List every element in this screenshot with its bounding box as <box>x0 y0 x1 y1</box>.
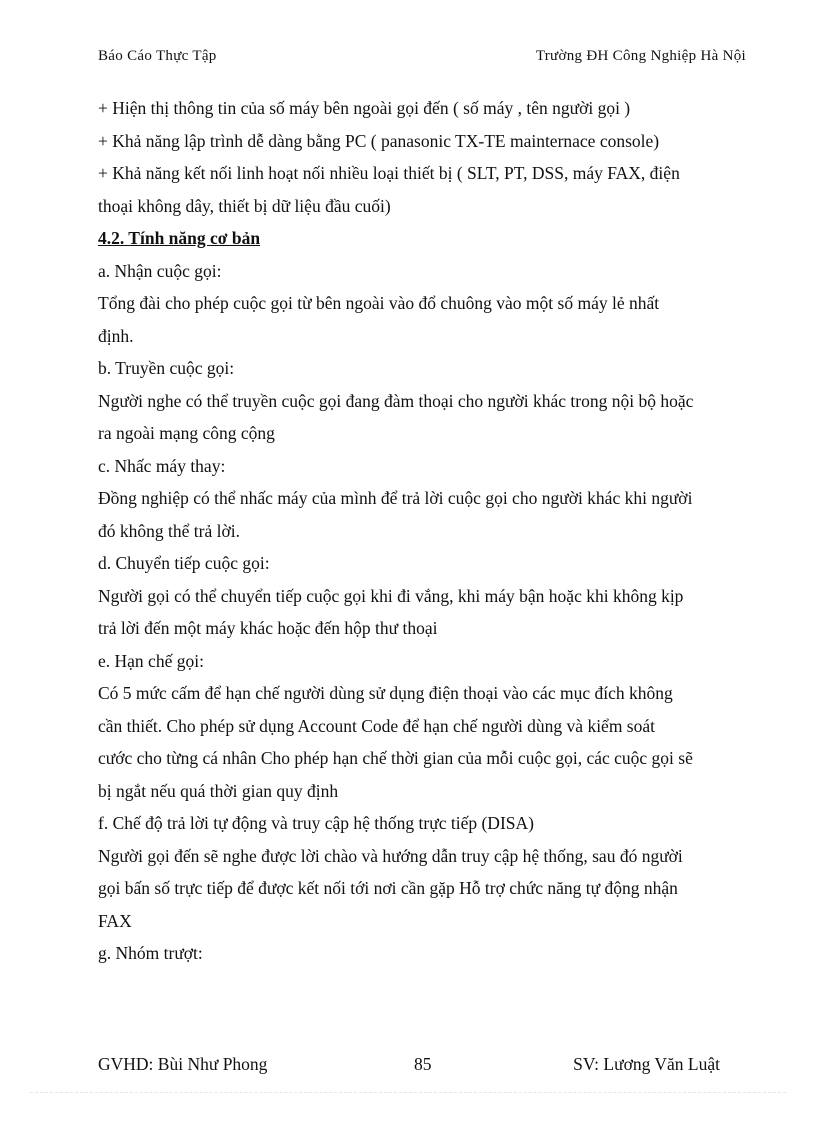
paragraph-line: bị ngắt nếu quá thời gian quy định <box>98 780 339 801</box>
subsection-heading: g. Nhóm trượt: <box>98 943 203 963</box>
paragraph-line: đó không thể trả lời. <box>98 520 240 541</box>
page-header <box>98 48 746 65</box>
subsection-heading: e. Hạn chế gọi: <box>98 650 204 671</box>
section-heading: 4.2. Tính năng cơ bản <box>98 228 261 248</box>
paragraph-line: định. <box>98 325 134 346</box>
paragraph-line: Đồng nghiệp có thể nhấc máy của mình để trả lời cuộc gọi cho người khác khi người <box>98 488 693 508</box>
paragraph-line: cước cho từng cá nhân Cho phép hạn chế thời gian của mỗi cuộc gọi, các cuộc gọi sẽ <box>98 748 693 768</box>
paragraph-line: Người gọi đến sẽ nghe được lời chào và hướng dẫn truy cập hệ thống, sau đó người <box>98 845 683 866</box>
header-right: Trường ĐH Công Nghiệp Hà Nội <box>535 48 746 64</box>
page-content <box>98 92 754 970</box>
paragraph-line: FAX <box>98 910 132 931</box>
bullet-line: + Khả năng lập trình dễ dàng bằng PC ( panasonic TX-TE mainternace console) <box>98 130 660 151</box>
subsection-heading: b. Truyền cuộc gọi: <box>98 358 235 378</box>
paragraph-line: ra ngoài mạng công cộng <box>98 423 275 443</box>
subsection-heading: a. Nhận cuộc gọi: <box>98 260 222 281</box>
paragraph-line: Tổng đài cho phép cuộc gọi từ bên ngoài vào đổ chuông vào một số máy lẻ nhất <box>98 293 660 313</box>
footer-advisor: GVHD: Bùi Như Phong <box>98 1054 268 1074</box>
subsection-heading: d. Chuyển tiếp cuộc gọi: <box>98 553 270 573</box>
page-number: 85 <box>414 1054 432 1074</box>
paragraph-line: cần thiết. Cho phép sử dụng Account Code để hạn chế người dùng và kiểm soát <box>98 715 656 736</box>
paragraph-line: Có 5 mức cấm để hạn chế người dùng sử dụng điện thoại vào các mục đích không <box>98 683 673 703</box>
footer-student: SV: Lương Văn Luật <box>573 1054 720 1074</box>
subsection-heading: c. Nhấc máy thay: <box>98 455 226 476</box>
paragraph-line: trả lời đến một máy khác hoặc đến hộp thư thoại <box>98 618 438 638</box>
bullet-line: thoại không dây, thiết bị dữ liệu đầu cuối) <box>98 195 391 216</box>
paragraph-line: gọi bấn số trực tiếp để được kết nối tới nơi cần gặp Hỗ trợ chức năng tự động nhận <box>98 878 678 898</box>
bullet-line: + Khả năng kết nối linh hoạt nối nhiều loại thiết bị ( SLT, PT, DSS, máy FAX, điện <box>98 163 680 183</box>
subsection-heading: f. Chế độ trả lời tự động và truy cập hệ thống trực tiếp (DISA) <box>98 813 534 833</box>
bottom-divider <box>30 1092 786 1093</box>
bullet-line: + Hiện thị thông tin của số máy bên ngoài gọi đến ( số máy , tên người gọi ) <box>98 98 631 118</box>
paragraph-line: Người gọi có thể chuyển tiếp cuộc gọi khi đi vắng, khi máy bận hoặc khi không kịp <box>98 585 684 606</box>
header-left: Báo Cáo Thực Tập <box>98 48 217 64</box>
paragraph-line: Người nghe có thể truyền cuộc gọi đang đàm thoại cho người khác trong nội bộ hoặc <box>98 390 694 411</box>
